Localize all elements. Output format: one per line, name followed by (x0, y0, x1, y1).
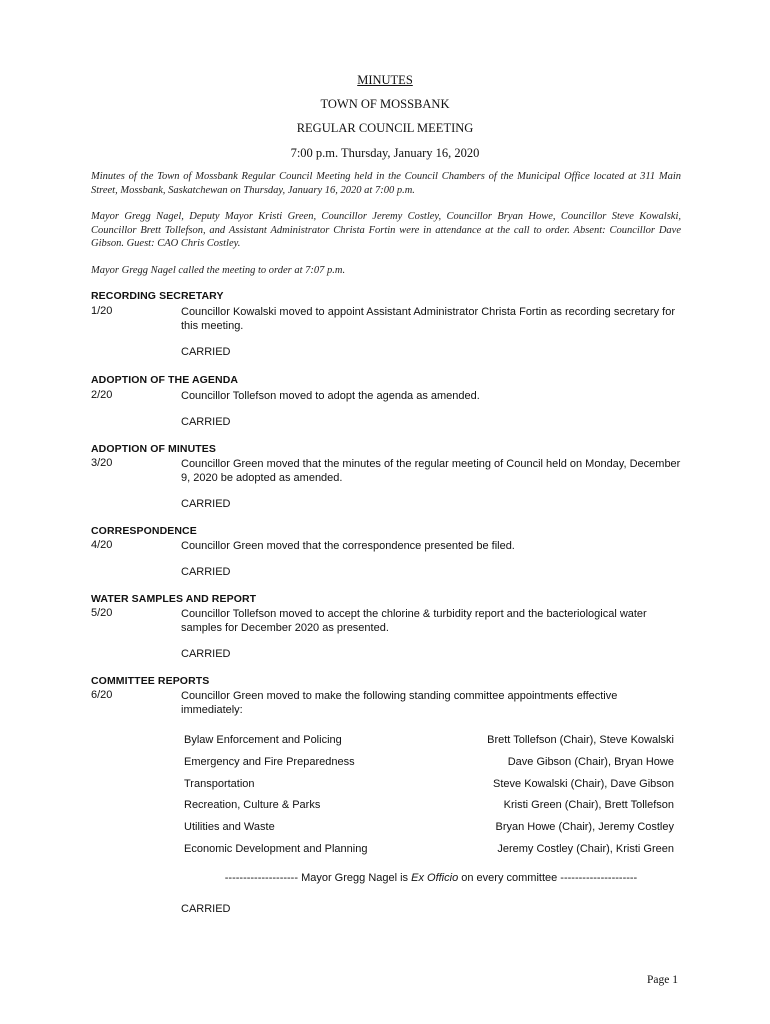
committee-members: Brett Tollefson (Chair), Steve Kowalski (487, 734, 674, 746)
motion-number: 3/20 (91, 457, 113, 469)
committee-name: Emergency and Fire Preparedness (184, 756, 355, 768)
motion-number: 4/20 (91, 539, 113, 551)
committee-members: Bryan Howe (Chair), Jeremy Costley (495, 821, 674, 833)
attendance-paragraph: Mayor Gregg Nagel, Deputy Mayor Kristi Green, Councillor Jeremy Costley, Councillor Bryan Howe, Councillor Steve Kowalski, Councillor Brett Tollefson, and Assistant Administrator Christa Fortin were in attendance at the call to order. Absent: Councillor Dave Gibson. Guest: CAO Chris Costley. (91, 211, 681, 249)
motion-number: 1/20 (91, 305, 113, 317)
call-to-order-paragraph: Mayor Gregg Nagel called the meeting to order at 7:07 p.m. (91, 265, 346, 276)
section-heading: RECORDING SECRETARY (91, 290, 224, 302)
committee-members: Steve Kowalski (Chair), Dave Gibson (493, 778, 674, 790)
motion-number: 6/20 (91, 689, 113, 701)
page-number: Page 1 (647, 974, 678, 986)
motion-text: Councillor Green moved to make the following standing committee appointments effective immediately: (181, 690, 618, 716)
motion-result: CARRIED (181, 346, 231, 358)
committee-name: Recreation, Culture & Parks (184, 799, 321, 811)
motion-result: CARRIED (181, 903, 231, 915)
committee-name: Bylaw Enforcement and Policing (184, 734, 342, 746)
committee-row (184, 756, 674, 768)
intro-location-paragraph: Minutes of the Town of Mossbank Regular Council Meeting held in the Council Chambers of the Municipal Office located at 311 Main Street, Mossbank, Saskatchewan on Thursday, January 16, 2020 at 7:00 p.m. (91, 171, 681, 196)
committee-row (184, 843, 674, 855)
motion-text: Councillor Green moved that the minutes of the regular meeting of Council held on Monday, December 9, 2020 be adopted as amended. (181, 458, 681, 484)
section-heading: CORRESPONDENCE (91, 525, 197, 537)
section-heading: COMMITTEE REPORTS (91, 675, 210, 687)
motion-text: Councillor Tollefson moved to accept the chlorine & turbidity report and the bacteriological water samples for December 2020 as presented. (181, 608, 647, 634)
ex-officio-emphasis: Ex Officio (411, 872, 459, 884)
motion-result: CARRIED (181, 498, 231, 510)
motion-text: Councillor Green moved that the correspondence presented be filed. (181, 540, 515, 552)
ex-officio-suffix: on every committee --------------------- (458, 872, 638, 884)
section-heading: ADOPTION OF THE AGENDA (91, 374, 239, 386)
town-name: TOWN OF MOSSBANK (320, 97, 450, 111)
ex-officio-note (181, 872, 681, 884)
committee-row (184, 821, 674, 833)
committee-name: Utilities and Waste (184, 821, 275, 833)
motion-text: Councillor Tollefson moved to adopt the agenda as amended. (181, 390, 480, 402)
committee-row (184, 799, 674, 811)
committee-members: Kristi Green (Chair), Brett Tollefson (503, 799, 674, 811)
committee-members: Jeremy Costley (Chair), Kristi Green (497, 843, 674, 855)
motion-number: 2/20 (91, 389, 113, 401)
committee-name: Transportation (184, 778, 255, 790)
section-heading: ADOPTION OF MINUTES (91, 443, 216, 455)
committee-name: Economic Development and Planning (184, 843, 368, 855)
meeting-type: REGULAR COUNCIL MEETING (296, 121, 474, 135)
motion-number: 5/20 (91, 607, 113, 619)
committee-row (184, 734, 674, 746)
section-heading: WATER SAMPLES AND REPORT (91, 593, 257, 605)
ex-officio-prefix: -------------------- Mayor Gregg Nagel is (224, 872, 412, 884)
meeting-datetime: 7:00 p.m. Thursday, January 16, 2020 (290, 146, 480, 160)
motion-result: CARRIED (181, 566, 231, 578)
motion-result: CARRIED (181, 648, 231, 660)
committee-members: Dave Gibson (Chair), Bryan Howe (507, 756, 674, 768)
motion-text: Councillor Kowalski moved to appoint Assistant Administrator Christa Fortin as recording secretary for this meeting. (181, 306, 675, 332)
motion-result: CARRIED (181, 416, 231, 428)
minutes-title: MINUTES (357, 73, 413, 87)
committee-row (184, 778, 674, 790)
